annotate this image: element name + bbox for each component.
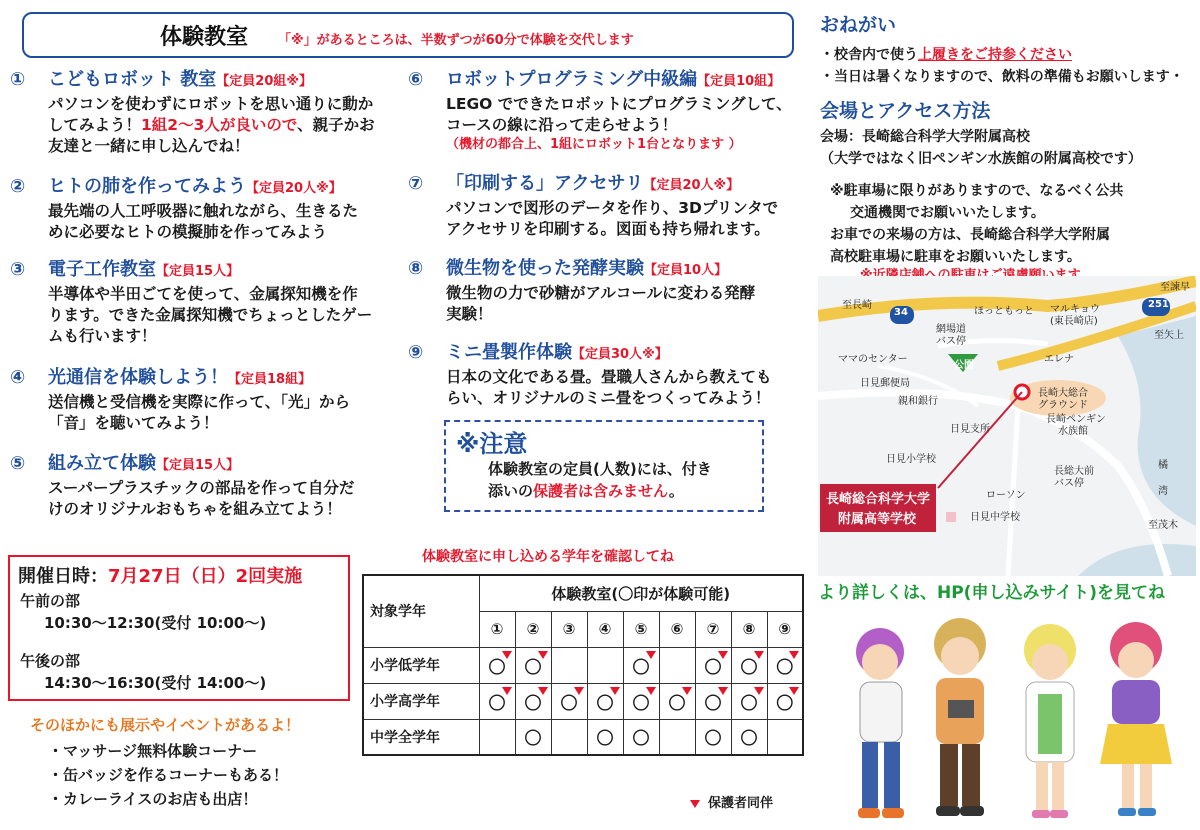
- map-label: 日見中学校: [970, 512, 1020, 523]
- available-mark: 〇: [488, 693, 506, 714]
- companion-mark-icon: [538, 687, 548, 695]
- map-label: 長総大前: [1054, 466, 1094, 477]
- date-title: 開催日時：7月27日（日）2回実施: [18, 566, 303, 587]
- event-item: ・缶バッジを作るコーナーもある！: [48, 766, 289, 784]
- companion-mark-icon: [754, 651, 764, 659]
- map-label: 日見小学校: [886, 454, 936, 465]
- map-label: ほっともっと: [974, 306, 1034, 317]
- course-name: こどもロボット 教室: [48, 69, 217, 90]
- availability-cell: [767, 719, 803, 755]
- page-title: 体験教室: [160, 25, 249, 50]
- venue: 会場：長崎総合科学大学附属高校: [820, 129, 1030, 145]
- course-number: ⑥: [408, 69, 424, 90]
- caution-title: ※注意: [456, 430, 528, 458]
- course-description: 微生物の力で砂糖がアルコールに変わる発酵 実験！: [446, 284, 756, 323]
- car-note-1: お車での来場の方は、長崎総合科学大学附属: [830, 227, 1110, 243]
- course-capacity: 【定員10人】: [644, 263, 728, 278]
- grade-table: [362, 574, 804, 756]
- map-label: 長崎大総合: [1038, 388, 1088, 399]
- column-number: ⑦: [695, 611, 731, 647]
- availability-cell: [479, 683, 515, 719]
- course-number: ⑤: [10, 453, 26, 474]
- route-34-label: 34: [894, 307, 908, 318]
- available-mark: 〇: [524, 729, 542, 750]
- course-number: ②: [10, 176, 26, 197]
- column-number: ④: [587, 611, 623, 647]
- available-mark: 〇: [596, 729, 614, 750]
- course-name: ミニ畳製作体験: [446, 342, 572, 363]
- availability-cell: [659, 719, 695, 755]
- available-mark: 〇: [776, 693, 794, 714]
- column-number: ②: [515, 611, 551, 647]
- table-row: [363, 647, 803, 683]
- available-mark: 〇: [560, 693, 578, 714]
- availability-cell: [515, 647, 551, 683]
- sea-water: [1078, 544, 1196, 576]
- availability-cell: [767, 647, 803, 683]
- course-name: 微生物を使った発酵実験: [446, 258, 644, 279]
- available-mark: 〇: [596, 693, 614, 714]
- course-3: [10, 258, 400, 347]
- grade-label: 小学高学年: [363, 683, 479, 719]
- companion-mark-icon: [754, 687, 764, 695]
- row-header: 対象学年: [363, 575, 479, 647]
- availability-cell: [731, 683, 767, 719]
- course-number: ③: [10, 259, 26, 280]
- available-mark: 〇: [704, 729, 722, 750]
- course-description: パソコンを使わずにロボットを思い通りに動か してみよう！1組2～3人が良いので、親子かお 友達と一緒に申し込んでね！: [48, 95, 375, 155]
- column-number: ①: [479, 611, 515, 647]
- companion-mark-icon: [610, 687, 620, 695]
- course-5: [10, 452, 400, 520]
- afternoon-label: 午後の部: [20, 652, 81, 670]
- course-4: [10, 366, 400, 434]
- map-label: グラウンド: [1038, 400, 1088, 411]
- course-description: スーパープラスチックの部品を作って自分だ けのオリジナルおもちゃを組み立てよう！: [48, 479, 355, 518]
- course-1: [10, 68, 400, 157]
- availability-cell: [623, 647, 659, 683]
- availability-cell: [551, 719, 587, 755]
- parking-note-1: ※駐車場に限りがありますので、なるべく公共: [830, 183, 1124, 199]
- bay-water: [1118, 316, 1196, 526]
- availability-cell: [767, 683, 803, 719]
- companion-mark-icon: [718, 687, 728, 695]
- companion-mark-icon: [682, 687, 692, 695]
- course-9: [408, 341, 798, 409]
- companion-mark-icon: [574, 687, 584, 695]
- map-label: 親和銀行: [898, 396, 938, 407]
- course-capacity: 【定員10組】: [697, 74, 781, 89]
- character-1: [856, 628, 904, 818]
- access-map: [818, 276, 1196, 576]
- course-description: パソコンで図形のデータを作り、3Dプリンタで アクセサリを印刷する。図面も持ち帰れます。: [446, 199, 779, 238]
- parking-note-2: 交通機関でお願いいたします。: [850, 205, 1045, 221]
- map-label: 日見支所: [950, 424, 990, 435]
- companion-mark-icon: [538, 651, 548, 659]
- available-mark: 〇: [632, 657, 650, 678]
- available-mark: 〇: [668, 693, 686, 714]
- availability-cell: [695, 647, 731, 683]
- course-number: ⑦: [408, 173, 424, 194]
- availability-cell: [515, 683, 551, 719]
- course-description: 送信機と受信機を実際に作って、「光」から 「音」を聴いてみよう！: [48, 393, 350, 432]
- grade-label: 小学低学年: [363, 647, 479, 683]
- hp-link-text: より詳しくは、HP(申し込みサイト)を見てね: [818, 583, 1166, 603]
- map-label: ローソン: [986, 490, 1026, 501]
- available-mark: 〇: [704, 693, 722, 714]
- access-title: 会場とアクセス方法: [820, 100, 991, 122]
- map-graphic: [818, 276, 1196, 576]
- table-caption: 体験教室に申し込める学年を確認してね: [422, 549, 674, 565]
- column-number: ⑨: [767, 611, 803, 647]
- available-mark: 〇: [740, 657, 758, 678]
- availability-cell: [659, 683, 695, 719]
- character-3: [1024, 624, 1076, 818]
- availability-cell: [587, 683, 623, 719]
- characters-illustration: [840, 604, 1190, 826]
- course-name: 組み立て体験: [48, 453, 156, 474]
- course-8: [408, 257, 798, 325]
- available-mark: 〇: [632, 729, 650, 750]
- afternoon-time: 14:30～16:30(受付 14:00～): [44, 674, 267, 692]
- table-legend: 保護者同伴: [690, 792, 773, 811]
- availability-cell: [731, 719, 767, 755]
- companion-mark-icon: [690, 800, 700, 808]
- course-note: （機材の都合上、1組にロボット1台となります ）: [446, 137, 742, 152]
- course-2: [10, 175, 400, 243]
- event-item: ・マッサージ無料体験コーナー: [48, 742, 258, 760]
- request-title: おねがい: [820, 14, 897, 36]
- course-number: ④: [10, 367, 26, 388]
- request-line-2: ・当日は暑くなりますので、飲料の準備もお願いします・: [820, 69, 1184, 85]
- course-7: [408, 172, 798, 240]
- course-name: 電子工作教室: [48, 259, 156, 280]
- map-label: 至矢上: [1154, 330, 1184, 341]
- map-label: 日見郵便局: [860, 378, 910, 389]
- course-name: ロボットプログラミング中級編: [446, 69, 698, 90]
- course-description: 最先端の人工呼吸器に触れながら、生きるた めに必要なヒトの模擬肺を作ってみよう: [48, 202, 359, 241]
- page-subtitle: 「※」があるところは、半数ずつが60分で体験を交代します: [278, 33, 634, 48]
- map-label: 水族館: [1058, 426, 1088, 437]
- morning-label: 午前の部: [20, 592, 81, 610]
- course-name: 光通信を体験しよう！: [48, 367, 228, 388]
- map-label: 至長崎: [842, 300, 872, 311]
- caution-text: 体験教室の定員(人数)には、付き 添いの保護者は含みません。: [488, 460, 712, 500]
- map-label: 湾: [1158, 486, 1168, 497]
- availability-cell: [623, 683, 659, 719]
- companion-mark-icon: [502, 687, 512, 695]
- table-row: [363, 719, 803, 755]
- companion-mark-icon: [646, 687, 656, 695]
- map-label: 至諫早: [1160, 282, 1190, 293]
- map-label: 至茂木: [1148, 520, 1178, 531]
- map-label: 長崎ペンギン: [1046, 414, 1106, 425]
- map-label: エレナ: [1044, 354, 1074, 365]
- available-mark: 〇: [704, 657, 722, 678]
- course-capacity: 【定員30人※】: [572, 347, 668, 362]
- venue-note: （大学ではなく旧ペンギン水族館の附属高校です）: [820, 151, 1142, 167]
- availability-cell: [515, 719, 551, 755]
- course-name: 「印刷する」アクセサリ: [446, 173, 644, 194]
- character-2: [934, 618, 986, 816]
- morning-time: 10:30～12:30(受付 10:00～): [44, 614, 267, 632]
- availability-cell: [479, 647, 515, 683]
- events-title: そのほかにも展示やイベントがあるよ！: [30, 716, 301, 734]
- availability-cell: [551, 647, 587, 683]
- availability-cell: [695, 683, 731, 719]
- available-mark: 〇: [488, 657, 506, 678]
- course-description: 半導体や半田ごてを使って、金属探知機を作 ります。できた金属探知機でちょっとしたゲー ムも行います！: [48, 285, 373, 345]
- available-mark: 〇: [632, 693, 650, 714]
- car-note-2: 高校駐車場に駐車をお願いいたします。: [830, 249, 1081, 265]
- map-label: 網場道: [936, 324, 966, 335]
- availability-cell: [659, 647, 695, 683]
- availability-cell: [587, 719, 623, 755]
- character-4: [1100, 622, 1172, 816]
- course-capacity: 【定員18組】: [228, 372, 312, 387]
- companion-mark-icon: [789, 651, 799, 659]
- school-name-1: 長崎総合科学大学: [826, 492, 931, 507]
- route-251-label: 251: [1148, 299, 1169, 310]
- column-number: ⑥: [659, 611, 695, 647]
- availability-cell: [551, 683, 587, 719]
- map-label: ママのセンター: [838, 354, 908, 365]
- available-mark: 〇: [740, 693, 758, 714]
- map-label: バス停: [936, 336, 966, 347]
- map-label: 橘: [1158, 460, 1168, 471]
- map-label: バス停: [1054, 478, 1084, 489]
- course-capacity: 【定員20人※】: [643, 178, 740, 193]
- grade-label: 中学全学年: [363, 719, 479, 755]
- event-item: ・カレーライスのお店も出店！: [48, 790, 258, 808]
- course-capacity: 【定員20組※】: [216, 74, 313, 89]
- availability-cell: [623, 719, 659, 755]
- available-mark: 〇: [740, 729, 758, 750]
- course-number: ⑨: [408, 342, 424, 363]
- column-number: ⑧: [731, 611, 767, 647]
- course-capacity: 【定員15人】: [156, 458, 240, 473]
- availability-cell: [479, 719, 515, 755]
- school-name-2: 附属高等学校: [838, 512, 917, 527]
- companion-mark-icon: [502, 651, 512, 659]
- course-name: ヒトの肺を作ってみよう: [48, 176, 246, 197]
- column-number: ⑤: [623, 611, 659, 647]
- available-mark: 〇: [524, 657, 542, 678]
- column-number: ③: [551, 611, 587, 647]
- map-label: 公園: [954, 360, 974, 371]
- course-description: 日本の文化である畳。畳職人さんから教えても らい、オリジナルのミニ畳をつくってみよう！: [446, 368, 772, 407]
- table-row: [363, 683, 803, 719]
- map-label: マルキョウ: [1050, 304, 1100, 315]
- map-label: (東長崎店): [1050, 316, 1098, 327]
- companion-mark-icon: [789, 687, 799, 695]
- companion-mark-icon: [646, 651, 656, 659]
- course-capacity: 【定員20人※】: [246, 181, 342, 196]
- course-capacity: 【定員15人】: [156, 264, 240, 279]
- availability-cell: [587, 647, 623, 683]
- available-mark: 〇: [524, 693, 542, 714]
- column-header: 体験教室(〇印が体験可能): [479, 575, 803, 611]
- availability-cell: [731, 647, 767, 683]
- companion-mark-icon: [718, 651, 728, 659]
- course-number: ①: [10, 69, 26, 90]
- course-6: [408, 68, 798, 154]
- availability-cell: [695, 719, 731, 755]
- request-line-1: ・校舎内で使う上履きをご持参ください: [820, 47, 1072, 63]
- available-mark: 〇: [776, 657, 794, 678]
- course-description: LEGO でできたロボットにプログラミングして、 コースの線に沿って走らせよう！: [446, 95, 792, 134]
- course-number: ⑧: [408, 258, 424, 279]
